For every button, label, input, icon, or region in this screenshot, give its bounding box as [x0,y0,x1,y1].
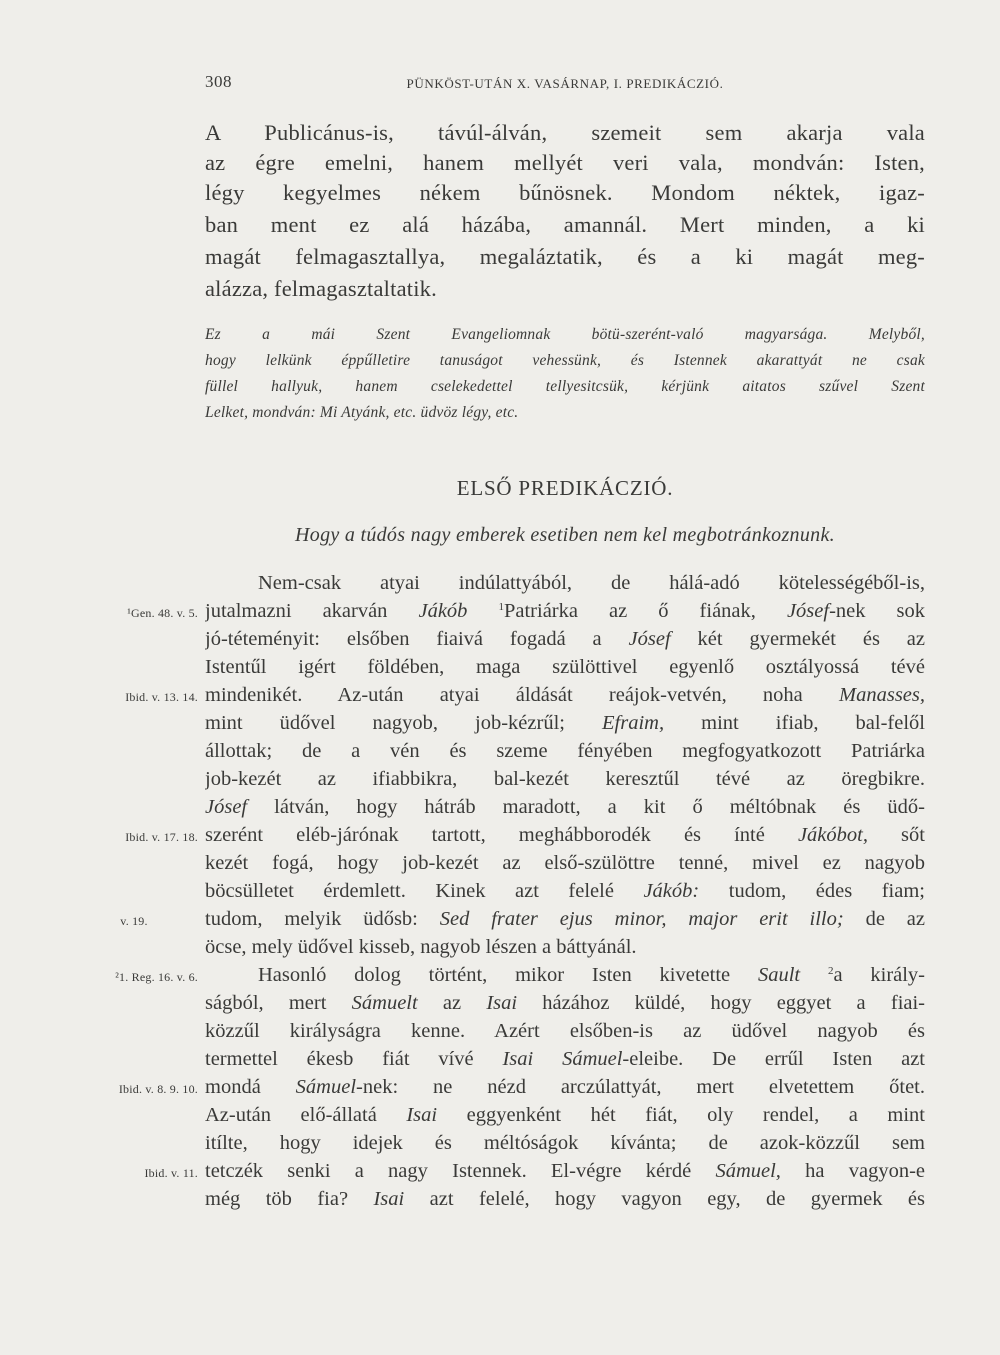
margin-note: Ibid. v. 8. 9. 10. [118,1082,198,1096]
body-line: mindenikét. Az-után atyai áldását reájok-vetvén, noha Manasses, [205,684,925,706]
body-line: itílte, hogy idejek és méltóságok kívánta; de azok-közzűl sem [205,1132,925,1154]
body-line: Jósef látván, hogy hátráb maradott, a kit ő méltóbnak és üdő- [205,796,925,818]
body-line: Az-után elő-állatá Isai eggyenként hét fiát, oly rendel, a mint [205,1104,925,1126]
body-line: jó-téteményit: elsőben fiaivá fogadá a Jósef két gyermekét és az [205,628,925,650]
sermon-subtitle: Hogy a túdós nagy emberek esetiben nem kel megbotránkoznunk. [295,524,835,546]
body-line: mondá Sámuel-nek: ne nézd arczúlattyát, mert elvetettem őtet. [205,1076,925,1098]
gospel-line: az égre emelni, hanem mellyét veri vala, mondván: Isten, [205,150,925,175]
body-line: még töb fia? Isai azt felelé, hogy vagyon egy, de gyermek és [205,1188,925,1210]
body-line: tudom, melyik üdősb: Sed frater ejus minor, major erit illo; de az [205,908,925,930]
page-header [205,72,925,102]
gospel-line: alázza, felmagasztaltatik. [205,276,437,301]
page-number: 308 [205,72,232,91]
gospel-line: magát felmagasztallya, megaláztatik, és a ki magát meg- [205,244,925,269]
prayer-line: füllel hallyuk, hanem cselekedettel tellyesitcsük, kérjünk aitatos szűvel Szent [205,378,925,395]
gospel-line: ban ment ez alá házába, amannál. Mert minden, a ki [205,212,925,237]
body-line: mint üdővel nagyob, job-kézrűl; Efraim, mint ifiab, bal-felől [205,712,925,734]
body-line: öcse, mely üdővel kisseb, nagyob lészen a báttyánál. [205,936,637,958]
running-head: PÜNKÖST-UTÁN X. VASÁRNAP, I. PREDIKÁCZIÓ. [406,76,724,91]
body-line: Istentűl igért földében, maga szülöttivel egyenlő osztályossá tévé [205,656,925,678]
body-line: szerént eléb-járónak tartott, meghábborodék és ínté Jákóbot, sőt [205,824,925,846]
body-line: tetczék senki a nagy Istennek. El-végre kérdé Sámuel, ha vagyon-e [205,1160,925,1182]
body-line: állottak; de a vén és szeme fényében megfogyatkozott Patriárka [205,740,925,762]
margin-note: Ibid. v. 13. 14. [125,690,198,704]
prayer-line: Lelket, mondván: Mi Atyánk, etc. üdvöz légy, etc. [205,404,519,421]
sermon-title: ELSŐ PREDIKÁCZIÓ. [456,476,674,500]
body-line: Nem-csak atyai indúlattyából, de hálá-adó kötelességéből-is, [258,572,925,594]
body-line: ságból, mert Sámuelt az Isai házához küldé, hogy eggyet a fiai- [205,992,925,1014]
body-line: kezét fogá, hogy job-kezét az első-szülöttre tenné, mivel ez nagyob [205,852,925,874]
prayer-line: hogy lelkünk éppűlletire tanuságot vehessünk, és Istennek akarattyát ne csak [205,352,925,369]
body-line: jutalmazni akarván Jákób $^1$Patriárka az ő fiának, Jósef-nek sok [205,600,925,622]
prayer-line: Ez a mái Szent Evangeliomnak bötü-szerént-való magyarsága. Melyből, [205,326,925,343]
margin-note: ¹Gen. 48. v. 5. [127,606,198,620]
margin-note: ²1. Reg. 16. v. 6. [115,970,198,984]
body-line: termettel ékesb fiát vívé Isai Sámuel-eleibe. De errűl Isten azt [205,1048,925,1070]
body-line: böcsülletet érdemlett. Kinek azt felelé Jákób: tudom, édes fiam; [205,880,925,902]
body-line: közzűl királyságra kenne. Azért elsőben-is az üdővel nagyob és [205,1020,925,1042]
gospel-line: A Publicánus-is, távúl-álván, szemeit sem akarja vala [205,120,925,145]
gospel-line: légy kegyelmes nékem bűnösnek. Mondom néktek, igaz- [205,180,925,205]
body-line: Hasonló dolog történt, mikor Isten kivetette Sault $^2$a király- [258,964,925,986]
margin-note: v. 19. [120,914,148,928]
margin-note: Ibid. v. 17. 18. [125,830,198,844]
margin-note: Ibid. v. 11. [144,1166,198,1180]
body-line: job-kezét az ifiabbikra, bal-kezét keresztűl tévé az öregbikre. [205,768,925,790]
